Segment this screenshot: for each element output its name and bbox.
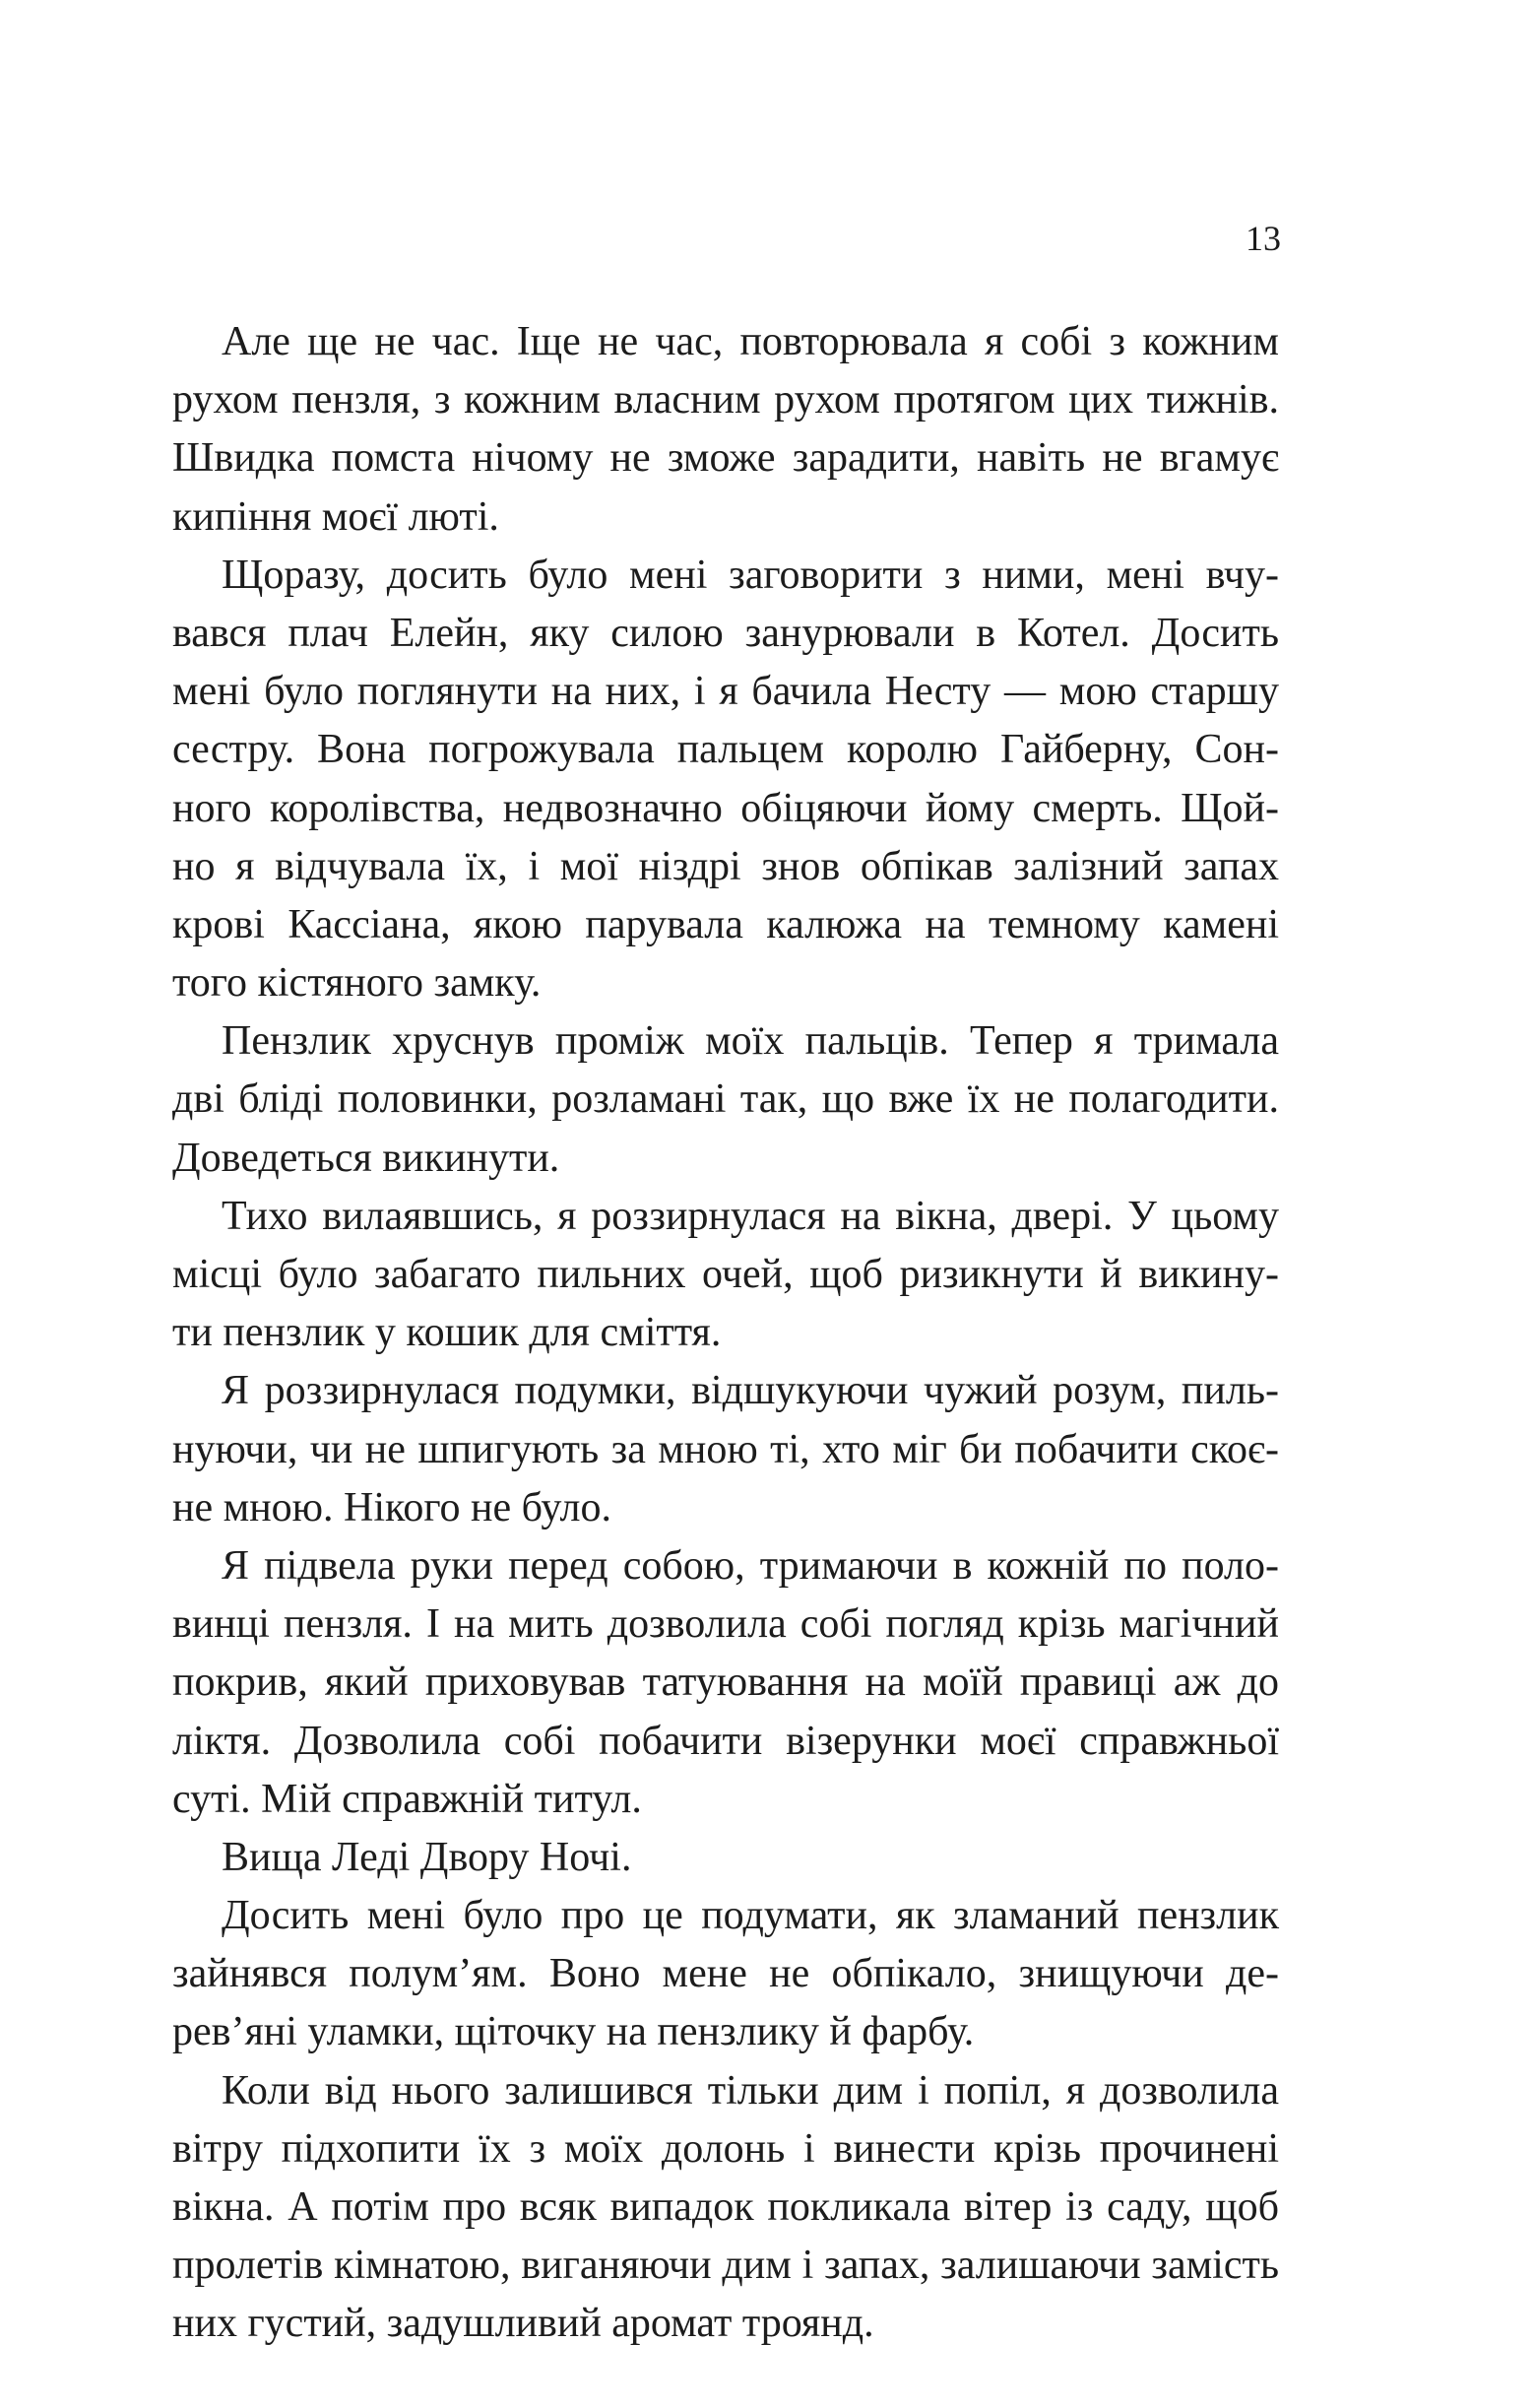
text-line: кипіння моєї люті. [172, 493, 499, 540]
text-line: но я відчувала їх, і мої ніздрі знов обпікав залізний запах [172, 843, 1279, 889]
text-line: вітру підхопити їх з моїх долонь і винести крізь прочинені [172, 2125, 1279, 2172]
text-line: ного королівства, недвозначно обіцяючи йому смерть. Щой- [172, 785, 1279, 831]
text-line: Тихо вилаявшись, я роззирнулася на вікна, двері. У цьому [222, 1193, 1279, 1239]
text-line: нуючи, чи не шпигують за мною ті, хто міг би побачити скоє- [172, 1426, 1279, 1472]
text-line: місці було забагато пильних очей, щоб ризикнути й викину- [172, 1252, 1279, 1297]
text-line: Пензлик хруснув проміж моїх пальців. Тепер я тримала [222, 1018, 1279, 1065]
page-number: 13 [1246, 219, 1281, 258]
text-line: Швидка помста нічому не зможе зарадити, навіть не вгамує [172, 435, 1279, 482]
text-line: Коли від нього залишився тільки дим і попіл, я дозволила [222, 2067, 1279, 2114]
text-line: Вища Леді Двору Ночі. [222, 1834, 632, 1880]
text-line: Я підвела руки перед собою, тримаючи в кожній по поло- [222, 1542, 1279, 1589]
text-line: покрив, який приховував татуювання на моїй правиці аж до [172, 1660, 1279, 1706]
text-line: крові Кассіана, якою парувала калюжа на темному камені [172, 901, 1279, 947]
text-line: Доведеться викинути. [172, 1135, 560, 1181]
text-line: винці пензля. І на мить дозволила собі погляд крізь магічний [172, 1601, 1279, 1648]
text-line: рев’яні уламки, щіточку на пензлику й фарбу. [172, 2009, 975, 2055]
text-line: суті. Мій справжній титул. [172, 1776, 642, 1822]
text-line: Досить мені було про це подумати, як зламаний пензлик [222, 1893, 1279, 1939]
text-line: пролетів кімнатою, виганяючи дим і запах, залишаючи замість [172, 2243, 1279, 2289]
text-line: зайнявся полум’ям. Воно мене не обпікало, знищуючи де- [172, 1951, 1279, 1997]
text-line: не мною. Нікого не було. [172, 1484, 612, 1530]
text-line: сестру. Вона погрожувала пальцем королю Гайберну, Сон- [172, 727, 1279, 773]
text-line: дві бліді половинки, розламані так, що вже їх не полагодити. [172, 1076, 1279, 1123]
text-line: Але ще не час. Іще не час, повторювала я собі з кожним [222, 319, 1279, 364]
text-line: вікна. А потім про всяк випадок покликала вітер із саду, щоб [172, 2184, 1279, 2230]
text-line: ти пензлик у кошик для сміття. [172, 1310, 722, 1356]
text-line: Я роззирнулася подумки, відшукуючи чужий розум, пиль- [222, 1368, 1279, 1414]
text-line: ліктя. Дозволила собі побачити візерунки моєї справжньої [172, 1718, 1279, 1764]
text-line: мені було поглянути на них, і я бачила Несту — мою старшу [172, 669, 1279, 715]
text-line: рухом пензля, з кожним власним рухом протягом цих тижнів. [172, 377, 1279, 423]
text-line: вався плач Елейн, яку силою занурювали в Котел. Досить [172, 610, 1279, 656]
text-line: них густий, задушливий аромат троянд. [172, 2301, 874, 2347]
text-line: Щоразу, досить було мені заговорити з ними, мені вчу- [222, 552, 1279, 598]
text-line: того кістяного замку. [172, 960, 542, 1007]
body-text [172, 313, 1279, 2354]
